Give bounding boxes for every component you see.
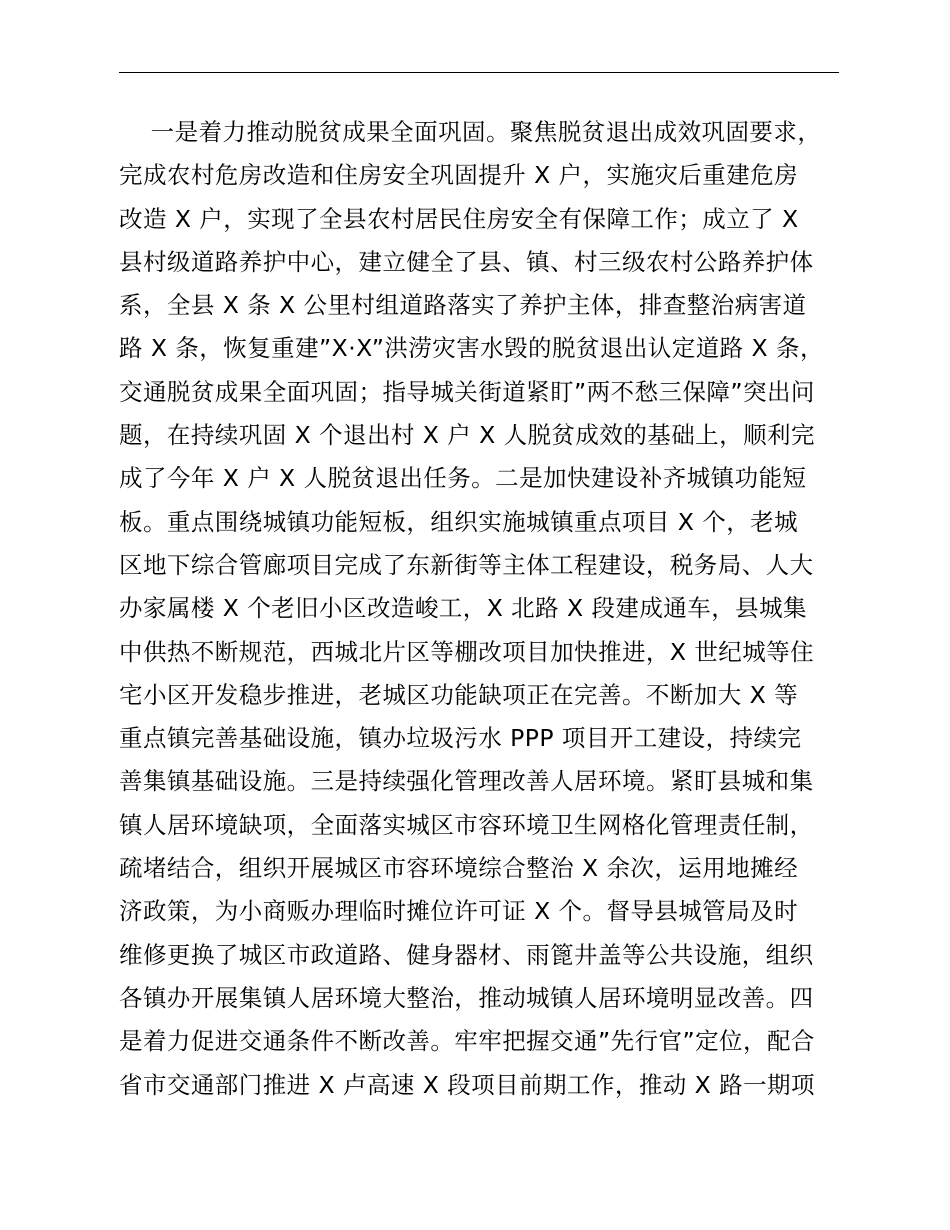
- text-line: 区地下综合管廊项目完成了东新街等主体工程建设，税务局、人大: [119, 550, 814, 579]
- text-line: 维修更换了城区市政道路、健身器材、雨篦井盖等公共设施，组织: [119, 940, 814, 969]
- text-line: 省市交通部门推进 X 卢高速 X 段项目前期工作，推动 X 路一期项: [119, 1070, 815, 1099]
- body-paragraph: [119, 111, 879, 1107]
- text-line: 疏堵结合，组织开展城区市容环境综合整治 X 余次，运用地摊经: [119, 854, 799, 883]
- text-line: 办家属楼 X 个老旧小区改造峻工，X 北路 X 段建成通车，县城集: [119, 594, 807, 623]
- text-line: 板。重点围绕城镇功能短板，组织实施城镇重点项目 X 个，老城: [119, 507, 799, 536]
- text-line: 是着力促进交通条件不断改善。牢牢把握交通”先行官”定位，配合: [119, 1027, 815, 1056]
- text-line: 一是着力推动脱贫成果全面巩固。聚焦脱贫退出成效巩固要求，: [119, 118, 822, 146]
- text-line: 县村级道路养护中心，建立健全了县、镇、村三级农村公路养护体: [119, 247, 814, 276]
- text-line: 路 X 条，恢复重建”X·X”洪涝灾害水毁的脱贫退出认定道路 X 条，: [119, 334, 824, 363]
- text-line: 改造 X 户，实现了全县农村居民住房安全有保障工作；成立了 X: [119, 204, 799, 233]
- text-line: 善集镇基础设施。三是持续强化管理改善人居环境。紧盯县城和集: [119, 767, 814, 796]
- header-rule: [119, 72, 839, 73]
- text-line: 宅小区开发稳步推进，老城区功能缺项正在完善。不断加大 X 等: [119, 680, 799, 709]
- text-line: 镇人居环境缺项，全面落实城区市容环境卫生网格化管理责任制，: [119, 810, 814, 839]
- text-line: 系，全县 X 条 X 公里村组道路落实了养护主体，排查整治病害道: [119, 291, 807, 320]
- text-line: 各镇办开展集镇人居环境大整治，推动城镇人居环境明显改善。四: [119, 983, 814, 1012]
- text-line: 重点镇完善基础设施，镇办垃圾污水 PPP 项目开工建设，持续完: [119, 724, 802, 753]
- text-line: 成了今年 X 户 X 人脱贫退出任务。二是加快建设补齐城镇功能短: [119, 464, 807, 493]
- text-line: 题，在持续巩固 X 个退出村 X 户 X 人脱贫成效的基础上，顺利完: [119, 421, 815, 450]
- text-line: 中供热不断规范，西城北片区等棚改项目加快推进，X 世纪城等住: [119, 637, 815, 666]
- text-line: 交通脱贫成果全面巩固；指导城关街道紧盯”两不愁三保障”突出问: [119, 377, 815, 406]
- text-line: 济政策，为小商贩办理临时摊位许可证 X 个。督导县城管局及时: [119, 897, 799, 926]
- text-line: 完成农村危房改造和住房安全巩固提升 X 户，实施灾后重建危房: [119, 161, 799, 190]
